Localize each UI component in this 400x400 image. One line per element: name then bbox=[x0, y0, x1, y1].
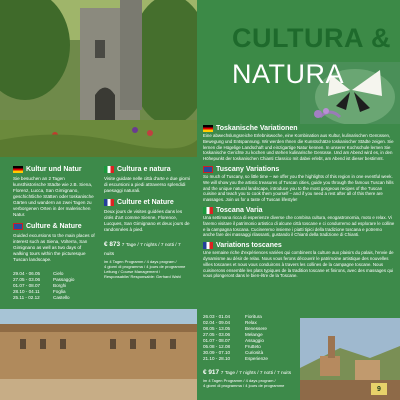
middle-it-header: Cultura e natura bbox=[117, 166, 171, 173]
italian-flag-icon bbox=[203, 207, 213, 214]
left-en-text: Guided excursions to the main places of interest such as Siena, Volterra, San Gimignano as well as two days of walking tours within the picturesque Tuscan landscape. bbox=[13, 233, 95, 262]
piazza-photo bbox=[0, 309, 197, 400]
right-en-header: Tuscany Variations bbox=[216, 165, 280, 173]
left-de-text: Sie besuchen an 2 Tagen kunsthistorische Städte wie z.B. Siena, Florenz, Lucca, San Gimignano, geschichtliche Stätten oder toskanische Gärten und wandern an zwei Tagen zu verborgenen Orten in der malerischen Natur. bbox=[13, 176, 94, 217]
middle-it-text: Visite guidate nelle città d'arte e due giorni di escursioni a piedi attraverso splendidi paesaggi naturali. bbox=[104, 176, 191, 193]
list-item: 30.09 - 07.10 Curiosità bbox=[203, 350, 264, 355]
title-line2: NATURA bbox=[232, 59, 345, 89]
german-flag-icon bbox=[203, 125, 213, 132]
middle-price-line: 4 giorni di programma / 4 jours de programme bbox=[104, 264, 186, 269]
list-item: 29.04 - 06.05 Cielo bbox=[13, 271, 64, 276]
right-text-block bbox=[203, 124, 395, 279]
page-number: 9 bbox=[377, 385, 381, 393]
page-number-box bbox=[371, 383, 387, 395]
list-item: 27.05 - 03.06 Passaggio bbox=[13, 277, 75, 282]
middle-price-line: Responsabile/ Responsable: Gerhard Wahl bbox=[104, 274, 181, 279]
middle-price-line: Leitung / Course Management / bbox=[104, 269, 161, 274]
right-price: € 917 7 Tage / 7 nights / 7 notti / 7 nuits bbox=[203, 369, 292, 376]
left-dates bbox=[13, 271, 97, 301]
german-flag-icon bbox=[13, 166, 23, 173]
list-item: 28.10 - 04.11 Foglia bbox=[13, 289, 66, 294]
middle-column bbox=[104, 165, 192, 279]
italian-flag-icon bbox=[104, 166, 114, 173]
right-price-line: 4 giorni di programma / 4 jours de programme bbox=[203, 383, 285, 388]
castle-photo bbox=[0, 0, 197, 157]
right-fr-text: Une semaine riche d'expériences variées qui combinent la culture aux plaisirs du palais, l'envie de dynamisme au désir de relax. Nous vous ferons découvrir le patrimoine artistique des nouvelles villes toscanes et nous vous conduirons à travers les collines de la campagne toscane. Nous cuisinerons ensemble les plats typiques de la tradition toscane et finirons, avec des massages qui vous plongeront dans le bien-être de la Toscane. bbox=[203, 250, 394, 279]
list-item: 25.11 - 02.12 Castello bbox=[13, 295, 70, 300]
uk-flag-icon bbox=[203, 166, 213, 173]
list-item: 26.03 - 01.04 Fioritura bbox=[203, 314, 262, 319]
middle-price: € 873 7 Tage / 7 nights / 7 notti / 7 nuits bbox=[104, 241, 181, 257]
list-item: 08.05 - 13.05 Benessere bbox=[203, 326, 267, 331]
left-column bbox=[13, 165, 97, 301]
right-it-header: Toscana Varia bbox=[216, 206, 263, 214]
french-flag-icon bbox=[104, 199, 114, 206]
right-dates bbox=[203, 314, 298, 388]
list-item: 05.08 - 12.08 Frutteto bbox=[203, 344, 261, 349]
left-en-header: Culture & Nature bbox=[26, 223, 82, 230]
middle-fr-header: Culture et Nature bbox=[117, 199, 174, 206]
right-en-text: So much of Tuscany, so little time – we offer you the highlights of this region in one eventful week. We will show you the artistic treasures of Tuscan cities, guide you through the famous Tuscan hills and the unique natural landscape, introduce you to the most gorgeous recipes of the Tuscan cuisine and teach you to cook them yourself – and if you need a rest after all of this there are massages. Join us for a taste of Tuscan lifestyle! bbox=[203, 173, 394, 203]
list-item: 01.07 - 08.07 Assaggio bbox=[203, 338, 264, 343]
list-item: 01.07 - 08.07 Borghi bbox=[13, 283, 67, 288]
right-de-text: Eine abwechslungsreiche Erlebniswoche, eine Kombination aus Kultur, kulinarischen Genüssen, Bewegung und Entspannung. Wir werden Ihnen die Kunstschätze toskanischer Städte zeigen. Sie lernen die Hügelige Landschaft und einzigartige Natur kennen. In unserer Kochschule lernen Sie toskanische Gerichte zu kochen und stehen kulinarische Genüsse. Und am Abend wird es, in den Höhepunkt der toskanischen Chianti Classico mit dabei erlebt, am Abend ist dieser bestimmt. bbox=[203, 133, 394, 162]
right-it-text: Una settimana ricca di esperienze diverse che combina cultura, enogastronomia, moto e relax. Vi faremo visitare il patrimonio artistico di alcune città toscane e ci condurremo ad esplorare le colline e la campagna toscana. Cucineremo insieme i piatti tipici della tradizione toscana e potremo anche fare dei massaggi rilassanti, gustando il Chianti della tradizione di Chianti. bbox=[203, 214, 395, 238]
right-de-header: Toskanische Variationen bbox=[216, 125, 298, 132]
list-item: 02.04 - 09.04 Relax bbox=[203, 320, 257, 325]
list-item: 21.10 - 28.10 Esperienze bbox=[203, 356, 268, 361]
uk-flag-icon bbox=[13, 223, 23, 230]
french-flag-icon bbox=[203, 242, 213, 249]
title-line1: CULTURA & bbox=[232, 23, 391, 53]
page-title bbox=[232, 24, 391, 52]
middle-price-line: im 4 Tagen Programm / 4 days program / bbox=[104, 259, 177, 264]
right-fr-header: Variations toscanes bbox=[216, 242, 282, 250]
page-title-2 bbox=[232, 60, 344, 88]
list-item: 27.05 - 03.06 Melange bbox=[203, 332, 263, 337]
middle-fr-text: Deux jours de visites guidées dans les cités d'art comme Sienne, Florence, Lucques, San Gimignano et deux jours de randonnées à pied. bbox=[104, 209, 190, 232]
left-de-header: Kultur und Natur bbox=[26, 166, 82, 173]
right-price-line: im 4 Tagen Programm / 4 days program / bbox=[203, 378, 276, 383]
